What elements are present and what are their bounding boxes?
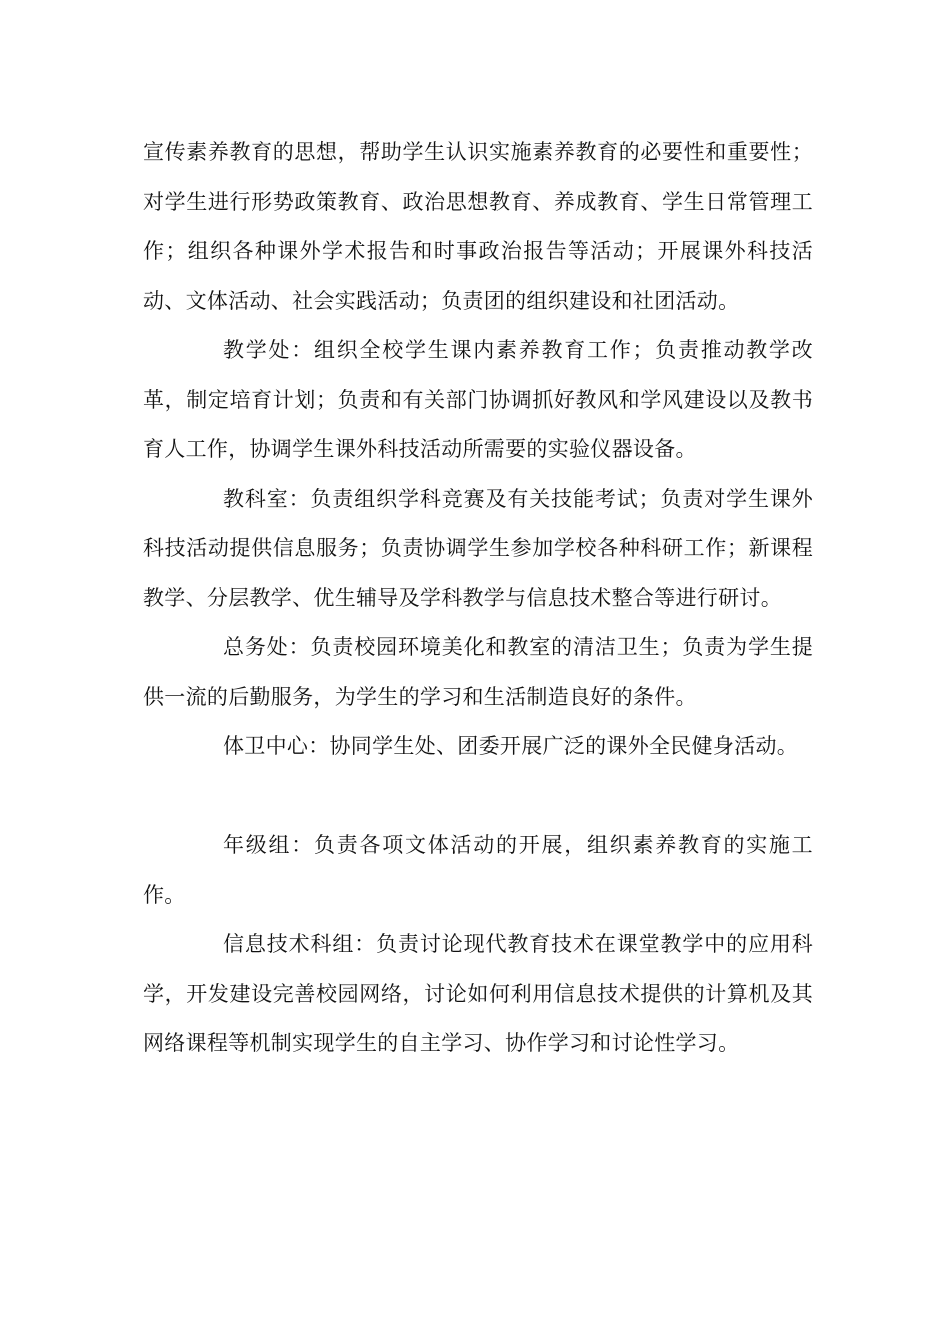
document-body [143, 128, 813, 1069]
blank-line [143, 772, 813, 822]
paragraph-student-office-duties: 宣传素养教育的思想，帮助学生认识实施素养教育的必要性和重要性；对学生进行形势政策教育、政治思想教育、养成教育、学生日常管理工作；组织各种课外学术报告和时事政治报告等活动；开展课外科技活动、文体活动、社会实践活动；负责团的组织建设和社团活动。 [143, 140, 813, 313]
paragraph-sports-health-center: 体卫中心：协同学生处、团委开展广泛的课外全民健身活动。 [223, 734, 799, 758]
paragraph-general-affairs: 总务处：负责校园环境美化和教室的清洁卫生；负责为学生提供一流的后勤服务，为学生的学习和生活制造良好的条件。 [143, 635, 813, 709]
paragraph-teaching-office: 教学处：组织全校学生课内素养教育工作；负责推动教学改革，制定培育计划；负责和有关部门协调抓好教风和学风建设以及教书育人工作，协调学生课外科技活动所需要的实验仪器设备。 [143, 338, 813, 461]
paragraph-it-group: 信息技术科组：负责讨论现代教育技术在课堂教学中的应用科学，开发建设完善校园网络，讨论如何利用信息技术提供的计算机及其网络课程等机制实现学生的自主学习、协作学习和讨论性学习。 [143, 932, 813, 1055]
paragraph-grade-group: 年级组：负责各项文体活动的开展，组织素养教育的实施工作。 [143, 833, 813, 907]
paragraph-research-office: 教科室：负责组织学科竞赛及有关技能考试；负责对学生课外科技活动提供信息服务；负责协调学生参加学校各种科研工作；新课程教学、分层教学、优生辅导及学科教学与信息技术整合等进行研讨。 [143, 486, 813, 610]
